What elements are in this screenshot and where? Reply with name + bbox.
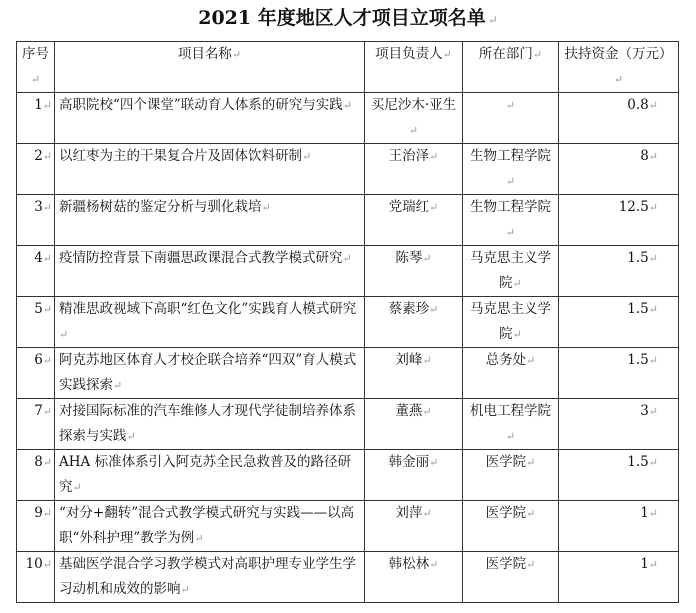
project-name: 新疆杨树菇的鉴定分析与驯化栽培 (59, 199, 262, 215)
project-name-cell (55, 93, 365, 144)
paragraph-mark-icon: ↵ (648, 405, 658, 418)
table-row (17, 552, 679, 603)
project-table (16, 41, 679, 603)
paragraph-mark-icon: ↵ (648, 507, 658, 520)
header-leader: 项目负责人↵ (365, 42, 463, 93)
department: 马克思主义学院 (470, 301, 551, 342)
paragraph-mark-icon: ↵ (42, 252, 52, 265)
paragraph-mark-icon: ↵ (429, 456, 439, 469)
project-leader-cell (365, 348, 463, 399)
header-name: 项目名称↵ (55, 42, 365, 93)
row-number-cell (17, 144, 55, 195)
paragraph-mark-icon: ↵ (422, 252, 432, 265)
project-leader: 王治泽 (388, 148, 430, 164)
table-row (17, 348, 679, 399)
project-name: 以红枣为主的干果复合片及固体饮料研制 (59, 148, 302, 164)
department-cell (463, 348, 559, 399)
paragraph-mark-icon: ↵ (648, 252, 658, 265)
table-row (17, 450, 679, 501)
department: 医学院 (485, 505, 527, 521)
funding: 1.5 (627, 454, 649, 470)
paragraph-mark-icon: ↵ (42, 405, 52, 418)
project-name-cell (55, 501, 365, 552)
funding: 12.5 (618, 199, 649, 215)
row-number-cell (17, 195, 55, 246)
table-row (17, 93, 679, 144)
project-name-cell (55, 246, 365, 297)
project-name-cell (55, 144, 365, 195)
paragraph-mark-icon: ↵ (194, 532, 204, 545)
paragraph-mark-icon: ↵ (648, 558, 658, 571)
department-cell (463, 144, 559, 195)
row-number: 6 (34, 352, 43, 368)
project-name: 疫情防控背景下南疆思政课混合式教学模式研究 (59, 250, 343, 266)
paragraph-mark-icon: ↵ (505, 430, 516, 443)
project-name: “对分+翻转”混合式教学模式研究与实践——以高职“外科护理”教学为例 (59, 505, 355, 546)
project-name-cell (55, 348, 365, 399)
paragraph-mark-icon: ↵ (180, 583, 190, 596)
department-cell (463, 399, 559, 450)
funding-cell (559, 246, 679, 297)
project-leader: 董燕 (395, 403, 423, 419)
project-name: 阿克苏地区体育人才校企联合培养“四双”育人模式实践探索 (59, 352, 357, 393)
paragraph-mark-icon: ↵ (42, 507, 52, 520)
department-cell (463, 450, 559, 501)
project-leader-cell (365, 450, 463, 501)
paragraph-mark-icon: ↵ (261, 201, 271, 214)
paragraph-mark-icon: ↵ (648, 456, 658, 469)
project-leader: 蔡素珍 (388, 301, 430, 317)
project-name-cell (55, 297, 365, 348)
row-number: 10 (25, 556, 43, 572)
department-cell (463, 552, 559, 603)
paragraph-mark-icon: ↵ (59, 328, 69, 341)
project-leader-cell (365, 399, 463, 450)
project-name: AHA 标准体系引入阿克苏全民急救普及的路径研究 (59, 454, 352, 495)
department: 总务处 (485, 352, 527, 368)
funding: 1 (640, 505, 649, 521)
row-number: 8 (34, 454, 43, 470)
project-name: 基础医学混合学习教学模式对高职护理专业学生学习动机和成效的影响 (59, 556, 356, 597)
project-leader: 党瑞红 (388, 199, 430, 215)
project-leader-cell (365, 501, 463, 552)
paragraph-mark-icon: ↵ (72, 481, 82, 494)
project-name: 对接国际标准的汽车维修人才现代学徒制培养体系探索与实践 (59, 403, 356, 444)
paragraph-mark-icon: ↵ (408, 124, 419, 137)
title-text: 2021 年度地区人才项目立项名单 (198, 7, 486, 29)
department: 马克思主义学院 (470, 250, 551, 291)
funding-cell (559, 552, 679, 603)
project-leader: 买尼沙木·亚生 (370, 97, 457, 113)
row-number-cell (17, 399, 55, 450)
project-leader-cell (365, 195, 463, 246)
project-leader: 陈琴 (395, 250, 423, 266)
row-number: 2 (34, 148, 43, 164)
paragraph-mark-icon: ↵ (42, 558, 52, 571)
row-number-cell (17, 93, 55, 144)
funding: 0.8 (627, 97, 649, 113)
paragraph-mark-icon: ↵ (422, 507, 432, 520)
department-cell (463, 93, 559, 144)
table-row (17, 297, 679, 348)
funding-cell (559, 450, 679, 501)
paragraph-mark-icon: ↵ (648, 201, 658, 214)
row-number-cell (17, 246, 55, 297)
paragraph-mark-icon: ↵ (42, 99, 52, 112)
paragraph-mark-icon: ↵ (42, 303, 52, 316)
paragraph-mark-icon: ↵ (429, 303, 439, 316)
row-number: 1 (34, 97, 43, 113)
department-cell (463, 501, 559, 552)
project-leader: 刘萍 (395, 505, 423, 521)
project-name-cell (55, 450, 365, 501)
header-fund: 扶持资金（万元）↵ (559, 42, 679, 93)
row-number-cell (17, 450, 55, 501)
paragraph-mark-icon: ↵ (505, 226, 516, 239)
paragraph-mark-icon: ↵ (302, 150, 312, 163)
funding-cell (559, 348, 679, 399)
project-leader-cell (365, 552, 463, 603)
table-row (17, 195, 679, 246)
funding: 8 (640, 148, 649, 164)
project-name-cell (55, 552, 365, 603)
paragraph-mark-icon: ↵ (648, 303, 658, 316)
paragraph-mark-icon: ↵ (526, 354, 536, 367)
row-number: 5 (34, 301, 43, 317)
funding: 1 (640, 556, 649, 572)
paragraph-mark-icon: ↵ (342, 252, 352, 265)
funding: 1.5 (627, 301, 649, 317)
paragraph-mark-icon: ↵ (429, 558, 439, 571)
department-cell (463, 297, 559, 348)
department-cell (463, 195, 559, 246)
project-name-cell (55, 399, 365, 450)
department-cell (463, 246, 559, 297)
table-row (17, 144, 679, 195)
row-number: 4 (34, 250, 43, 266)
paragraph-mark-icon: ↵ (487, 13, 498, 27)
project-leader-cell (365, 93, 463, 144)
row-number-cell (17, 552, 55, 603)
funding-cell (559, 144, 679, 195)
row-number: 9 (34, 505, 43, 521)
paragraph-mark-icon: ↵ (342, 99, 353, 112)
table-row (17, 501, 679, 552)
paragraph-mark-icon: ↵ (422, 405, 432, 418)
funding: 1.5 (627, 250, 649, 266)
paragraph-mark-icon: ↵ (648, 354, 658, 367)
paragraph-mark-icon: ↵ (429, 201, 439, 214)
project-name: 高职院校“四个课堂”联动育人体系的研究与实践 (59, 97, 343, 113)
paragraph-mark-icon: ↵ (526, 456, 536, 469)
funding: 1.5 (627, 352, 649, 368)
paragraph-mark-icon: ↵ (126, 430, 136, 443)
department: 医学院 (485, 454, 527, 470)
row-number: 7 (34, 403, 43, 419)
department: 生物工程学院 (470, 148, 551, 164)
paragraph-mark-icon: ↵ (648, 99, 658, 112)
funding-cell (559, 93, 679, 144)
table-header-row (17, 42, 679, 93)
funding-cell (559, 399, 679, 450)
project-leader-cell (365, 144, 463, 195)
paragraph-mark-icon: ↵ (42, 354, 52, 367)
paragraph-mark-icon: ↵ (526, 507, 536, 520)
paragraph-mark-icon: ↵ (648, 150, 658, 163)
funding-cell (559, 297, 679, 348)
funding-cell (559, 195, 679, 246)
paragraph-mark-icon: ↵ (422, 354, 432, 367)
paragraph-mark-icon: ↵ (512, 277, 522, 290)
row-number-cell (17, 297, 55, 348)
project-leader-cell (365, 297, 463, 348)
table-row (17, 246, 679, 297)
project-leader: 刘峰 (395, 352, 423, 368)
paragraph-mark-icon: ↵ (526, 558, 536, 571)
paragraph-mark-icon: ↵ (113, 379, 123, 392)
project-name-cell (55, 195, 365, 246)
row-number-cell (17, 501, 55, 552)
department: 医学院 (485, 556, 527, 572)
table-row (17, 399, 679, 450)
header-dept: 所在部门↵ (463, 42, 559, 93)
project-leader: 韩松林 (388, 556, 430, 572)
paragraph-mark-icon: ↵ (505, 175, 516, 188)
paragraph-mark-icon: ↵ (512, 328, 522, 341)
paragraph-mark-icon: ↵ (42, 456, 52, 469)
row-number-cell (17, 348, 55, 399)
row-number: 3 (34, 199, 43, 215)
department: 生物工程学院 (470, 199, 551, 215)
department: 机电工程学院 (470, 403, 551, 419)
project-leader: 韩金丽 (388, 454, 430, 470)
funding: 3 (640, 403, 649, 419)
project-name: 精准思政视域下高职“红色文化”实践育人模式研究 (59, 301, 357, 317)
header-no: 序号↵ (17, 42, 55, 93)
funding-cell (559, 501, 679, 552)
paragraph-mark-icon: ↵ (42, 201, 52, 214)
paragraph-mark-icon: ↵ (429, 150, 439, 163)
page-title (0, 4, 696, 32)
paragraph-mark-icon: ↵ (42, 150, 52, 163)
paragraph-mark-icon: ↵ (505, 99, 516, 112)
project-leader-cell (365, 246, 463, 297)
